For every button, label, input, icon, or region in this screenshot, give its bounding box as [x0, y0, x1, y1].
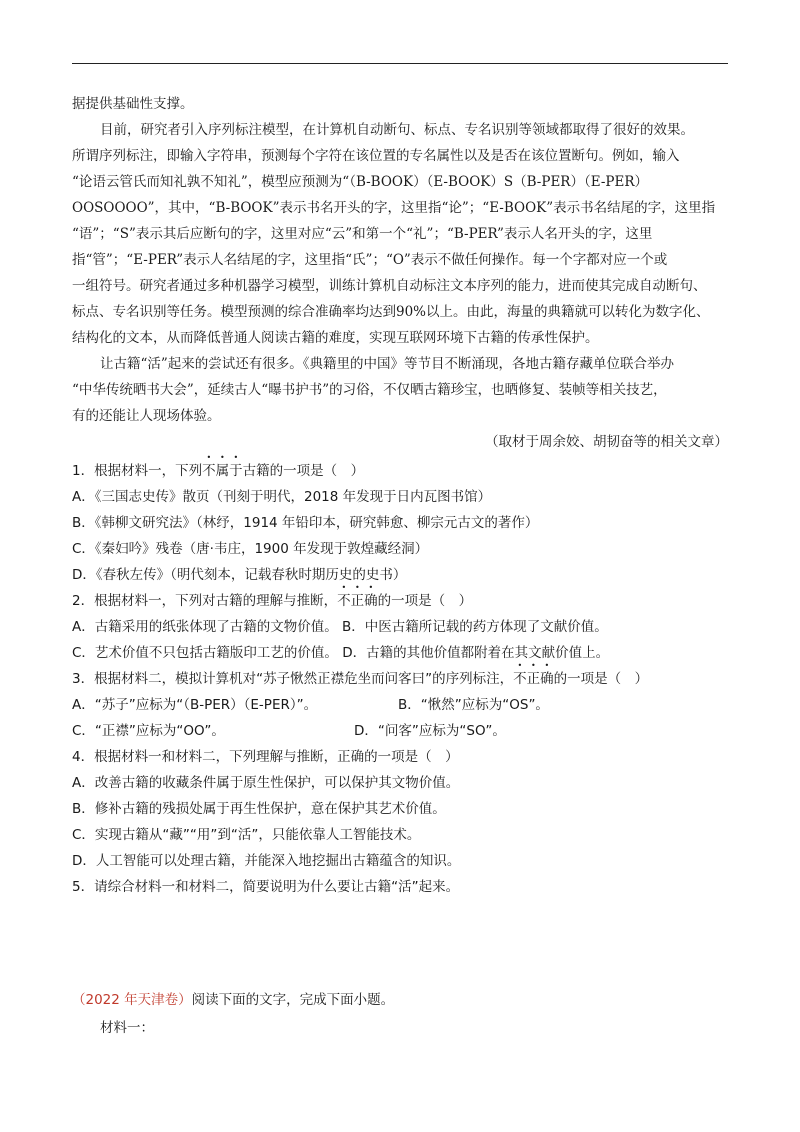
q3-option-b: B．“愀然”应标为“OS”。 [398, 697, 549, 713]
emphasis-dot-char: 不 [202, 463, 216, 479]
q1-option-a: A．《三国志史传》散页（刊刻于明代，2018 年发现于日内瓦图书馆） [72, 489, 492, 505]
q1-option-b: B．《韩柳文研究法》（林纾，1914 年铅印本，研究韩愈、柳宗元古文的著作） [72, 515, 539, 531]
passage-line: “论语云管氏而知礼孰不知礼”，模型应预测为“（B-BOOK）（E-BOOK）S（B-PER）（E-PER） [72, 174, 648, 190]
q1-option-c: C．《秦妇吟》残卷（唐·韦庄，1900 年发现于敦煌藏经洞） [72, 541, 429, 557]
q3-option-d: D．“问客”应标为“SO”。 [354, 723, 506, 739]
passage-line: 标点、专名识别等任务。模型预测的综合准确率均达到90%以上。由此，海量的典籍就可以转化为数字化、 [72, 304, 710, 320]
emphasis-dot-char: 正 [350, 593, 365, 609]
emphasis-dot-char: 确 [540, 671, 554, 687]
q1-option-d: D．《春秋左传》（明代刻本，记载春秋时期历史的史书） [72, 567, 407, 583]
header-rule [72, 63, 728, 64]
passage-line: “中华传统晒书大会”，延续古人“曝书护书”的习俗，不仅晒古籍珍宝，也晒修复、装帧等相关技艺， [72, 382, 667, 398]
emphasis-dot-char: 正 [526, 671, 541, 687]
q4-option-d: D．人工智能可以处理古籍，并能深入地挖掘出古籍蕴含的知识。 [72, 853, 461, 869]
passage-line: 据提供基础性支撑。 [72, 96, 194, 112]
exam-source-tag: （2022 年天津卷） [72, 992, 192, 1008]
q3-stem-post: 的一项是（ ） [553, 671, 649, 687]
question-5-stem: 5．请综合材料一和材料二，简要说明为什么要让古籍“活”起来。 [72, 879, 460, 895]
q4-option-b: B．修补古籍的残损处属于再生性保护，意在保护其艺术价值。 [72, 801, 446, 817]
passage-line: 有的还能让人现场体验。 [72, 408, 221, 424]
passage-line: 所谓序列标注，即输入字符串，预测每个字符在该位置的专名属性以及是否在该位置断句。例如，输入 [72, 148, 680, 164]
q2-stem-post: 的一项是（ ） [377, 593, 473, 609]
emphasis-dot-char: 属 [215, 463, 230, 479]
emphasis-dot-char: 确 [364, 593, 378, 609]
question-3-stem [72, 670, 648, 688]
passage-line: “语”；“S”表示其后应断句的字，这里对应“云”和第一个“礼”；“B-PER”表示人名开头的字，这里 [72, 226, 653, 242]
passage-line: 结构化的文本，从而降低普通人阅读古籍的难度，实现互联网环境下古籍的传承性保护。 [72, 330, 599, 346]
passage-line: 目前，研究者引入序列标注模型，在计算机自动断句、标点、专名识别等领域都取得了很好的效果。 [100, 122, 694, 138]
q2-options-ab: A．古籍采用的纸张体现了古籍的文物价值。 B．中医古籍所记载的药方体现了文献价值。 [72, 619, 608, 635]
emphasis-dot-char: 于 [229, 463, 243, 479]
q3-stem-pre: 3．根据材料二，模拟计算机对“苏子愀然正襟危坐而问客曰”的序列标注， [72, 671, 514, 687]
next-section-instruction: 阅读下面的文字，完成下面小题。 [191, 992, 395, 1008]
passage-line: 让古籍“活”起来的尝试还有很多。《典籍里的中国》等节目不断涌现，各地古籍存藏单位联合举办 [100, 356, 675, 372]
question-1-stem [72, 462, 364, 480]
q4-option-c: C．实现古籍从“藏”“用”到“活”，只能依靠人工智能技术。 [72, 827, 421, 843]
question-4-stem: 4．根据材料一和材料二，下列理解与推断，正确的一项是（ ） [72, 749, 459, 765]
question-2-stem [72, 592, 472, 610]
emphasis-dot-char: 不 [337, 593, 351, 609]
passage-line: 一组符号。研究者通过多种机器学习模型，训练计算机自动标注文本序列的能力，进而使其完成自动断句、 [72, 278, 707, 294]
q2-stem-pre: 2．根据材料一，下列对古籍的理解与推断， [72, 593, 338, 609]
q2-options-cd: C．艺术价值不只包括古籍版印工艺的价值。 D．古籍的其他价值都附着在其文献价值上。 [72, 645, 610, 661]
emphasis-dot-char: 不 [513, 671, 527, 687]
passage-source: （取材于周余姣、胡韧奋等的相关文章） [485, 434, 728, 450]
q1-stem-post: 古籍的一项是（ ） [242, 463, 365, 479]
passage-line: OOSOOOO”，其中，“B-BOOK”表示书名开头的字，这里指“论”；“E-BOOK”表示书名结尾的字，这里指 [72, 200, 716, 216]
passage-line: 指“管”；“E-PER”表示人名结尾的字，这里指“氏”；“O”表示不做任何操作。每一个字都对应一个或 [72, 252, 668, 268]
q1-stem-pre: 1．根据材料一，下列 [72, 463, 203, 479]
material-one-label: 材料一： [100, 1020, 154, 1036]
q3-option-c: C．“正襟”应标为“OO”。 [72, 723, 225, 739]
q4-option-a: A．改善古籍的收藏条件属于原生性保护，可以保护其文物价值。 [72, 775, 460, 791]
next-section-heading [72, 991, 394, 1009]
q3-option-a: A．“苏子”应标为“（B-PER）（E-PER）”。 [72, 697, 318, 713]
